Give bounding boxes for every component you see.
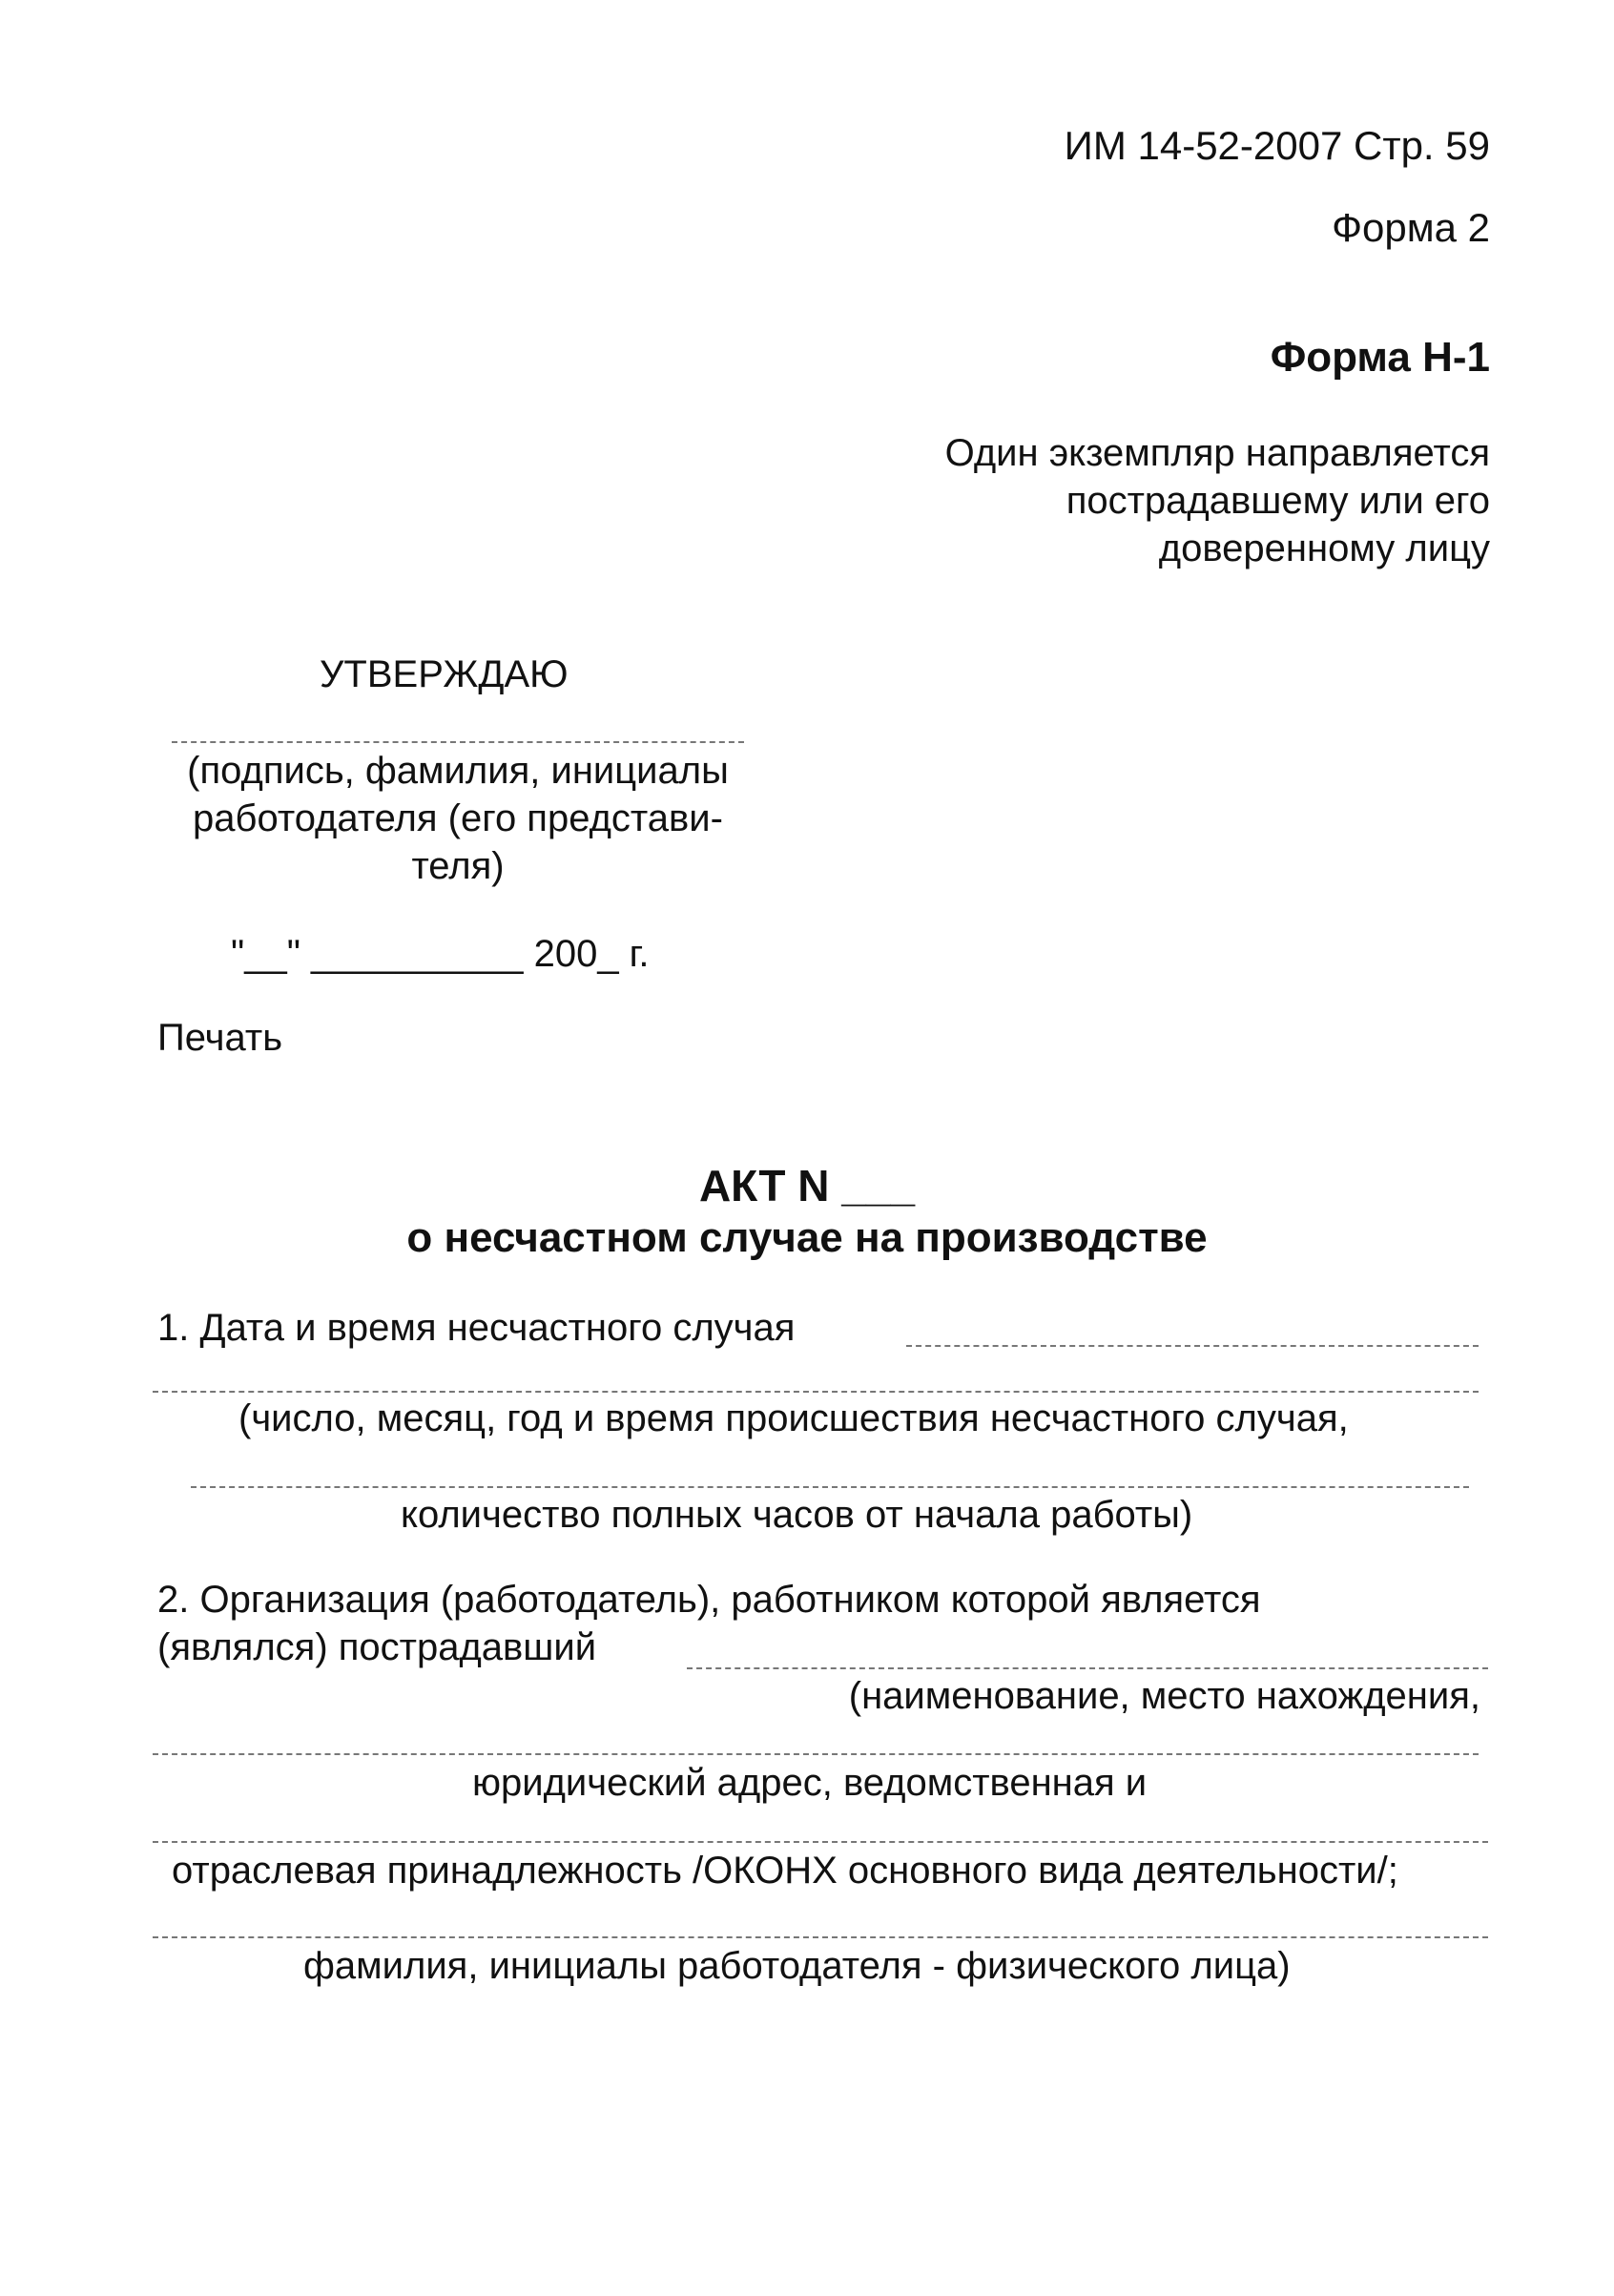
section-1-field-line-1 <box>906 1345 1479 1347</box>
section-2-field-line-4 <box>153 1936 1488 1938</box>
section-1-caption-1: (число, месяц, год и время происшествия несчастного случая, <box>238 1397 1349 1439</box>
distribution-note-line-2: пострадавшему или его <box>1066 480 1490 522</box>
approval-caption-line-1: (подпись, фамилия, инициалы <box>187 750 729 792</box>
approval-caption-line-2: работодателя (его представи- <box>193 797 723 839</box>
form-code: Форма Н-1 <box>1270 334 1490 381</box>
distribution-note-line-3: доверенному лицу <box>1158 527 1490 569</box>
section-2-caption-2: юридический адрес, ведомственная и <box>472 1762 1148 1804</box>
document-reference: ИМ 14-52-2007 Стр. 59 <box>1064 123 1490 168</box>
section-2-label-line-2: (являлся) пострадавший <box>157 1626 597 1668</box>
form-label: Форма 2 <box>1332 205 1490 250</box>
act-title: АКТ N ___ <box>698 1161 916 1210</box>
section-1-caption-2: количество полных часов от начала работы) <box>401 1494 1193 1536</box>
seal-label: Печать <box>157 1017 283 1059</box>
section-2-caption-3: отраслевая принадлежность /ОКОНХ основного вида деятельности/; <box>172 1850 1398 1892</box>
approval-title: УТВЕРЖДАЮ <box>320 653 569 695</box>
section-2-field-line-3 <box>153 1841 1488 1843</box>
section-1-label: 1. Дата и время несчастного случая <box>157 1307 796 1349</box>
approval-date-line: "__" __________ 200_ г. <box>231 933 650 975</box>
act-subtitle: о несчастном случае на производстве <box>406 1214 1208 1261</box>
section-2-field-line-1 <box>687 1667 1488 1669</box>
distribution-note-line-1: Один экземпляр направляется <box>944 432 1490 474</box>
section-1-field-line-3 <box>191 1486 1469 1488</box>
section-2-field-line-2 <box>153 1753 1479 1755</box>
approval-signature-line <box>172 741 744 743</box>
approval-caption-line-3: теля) <box>411 845 505 887</box>
section-1-field-line-2 <box>153 1391 1479 1393</box>
section-2-caption-4: фамилия, инициалы работодателя - физического лица) <box>303 1945 1291 1987</box>
section-2-caption-1: (наименование, место нахождения, <box>848 1675 1480 1717</box>
section-2-label-line-1: 2. Организация (работодатель), работником которой является <box>157 1579 1261 1621</box>
